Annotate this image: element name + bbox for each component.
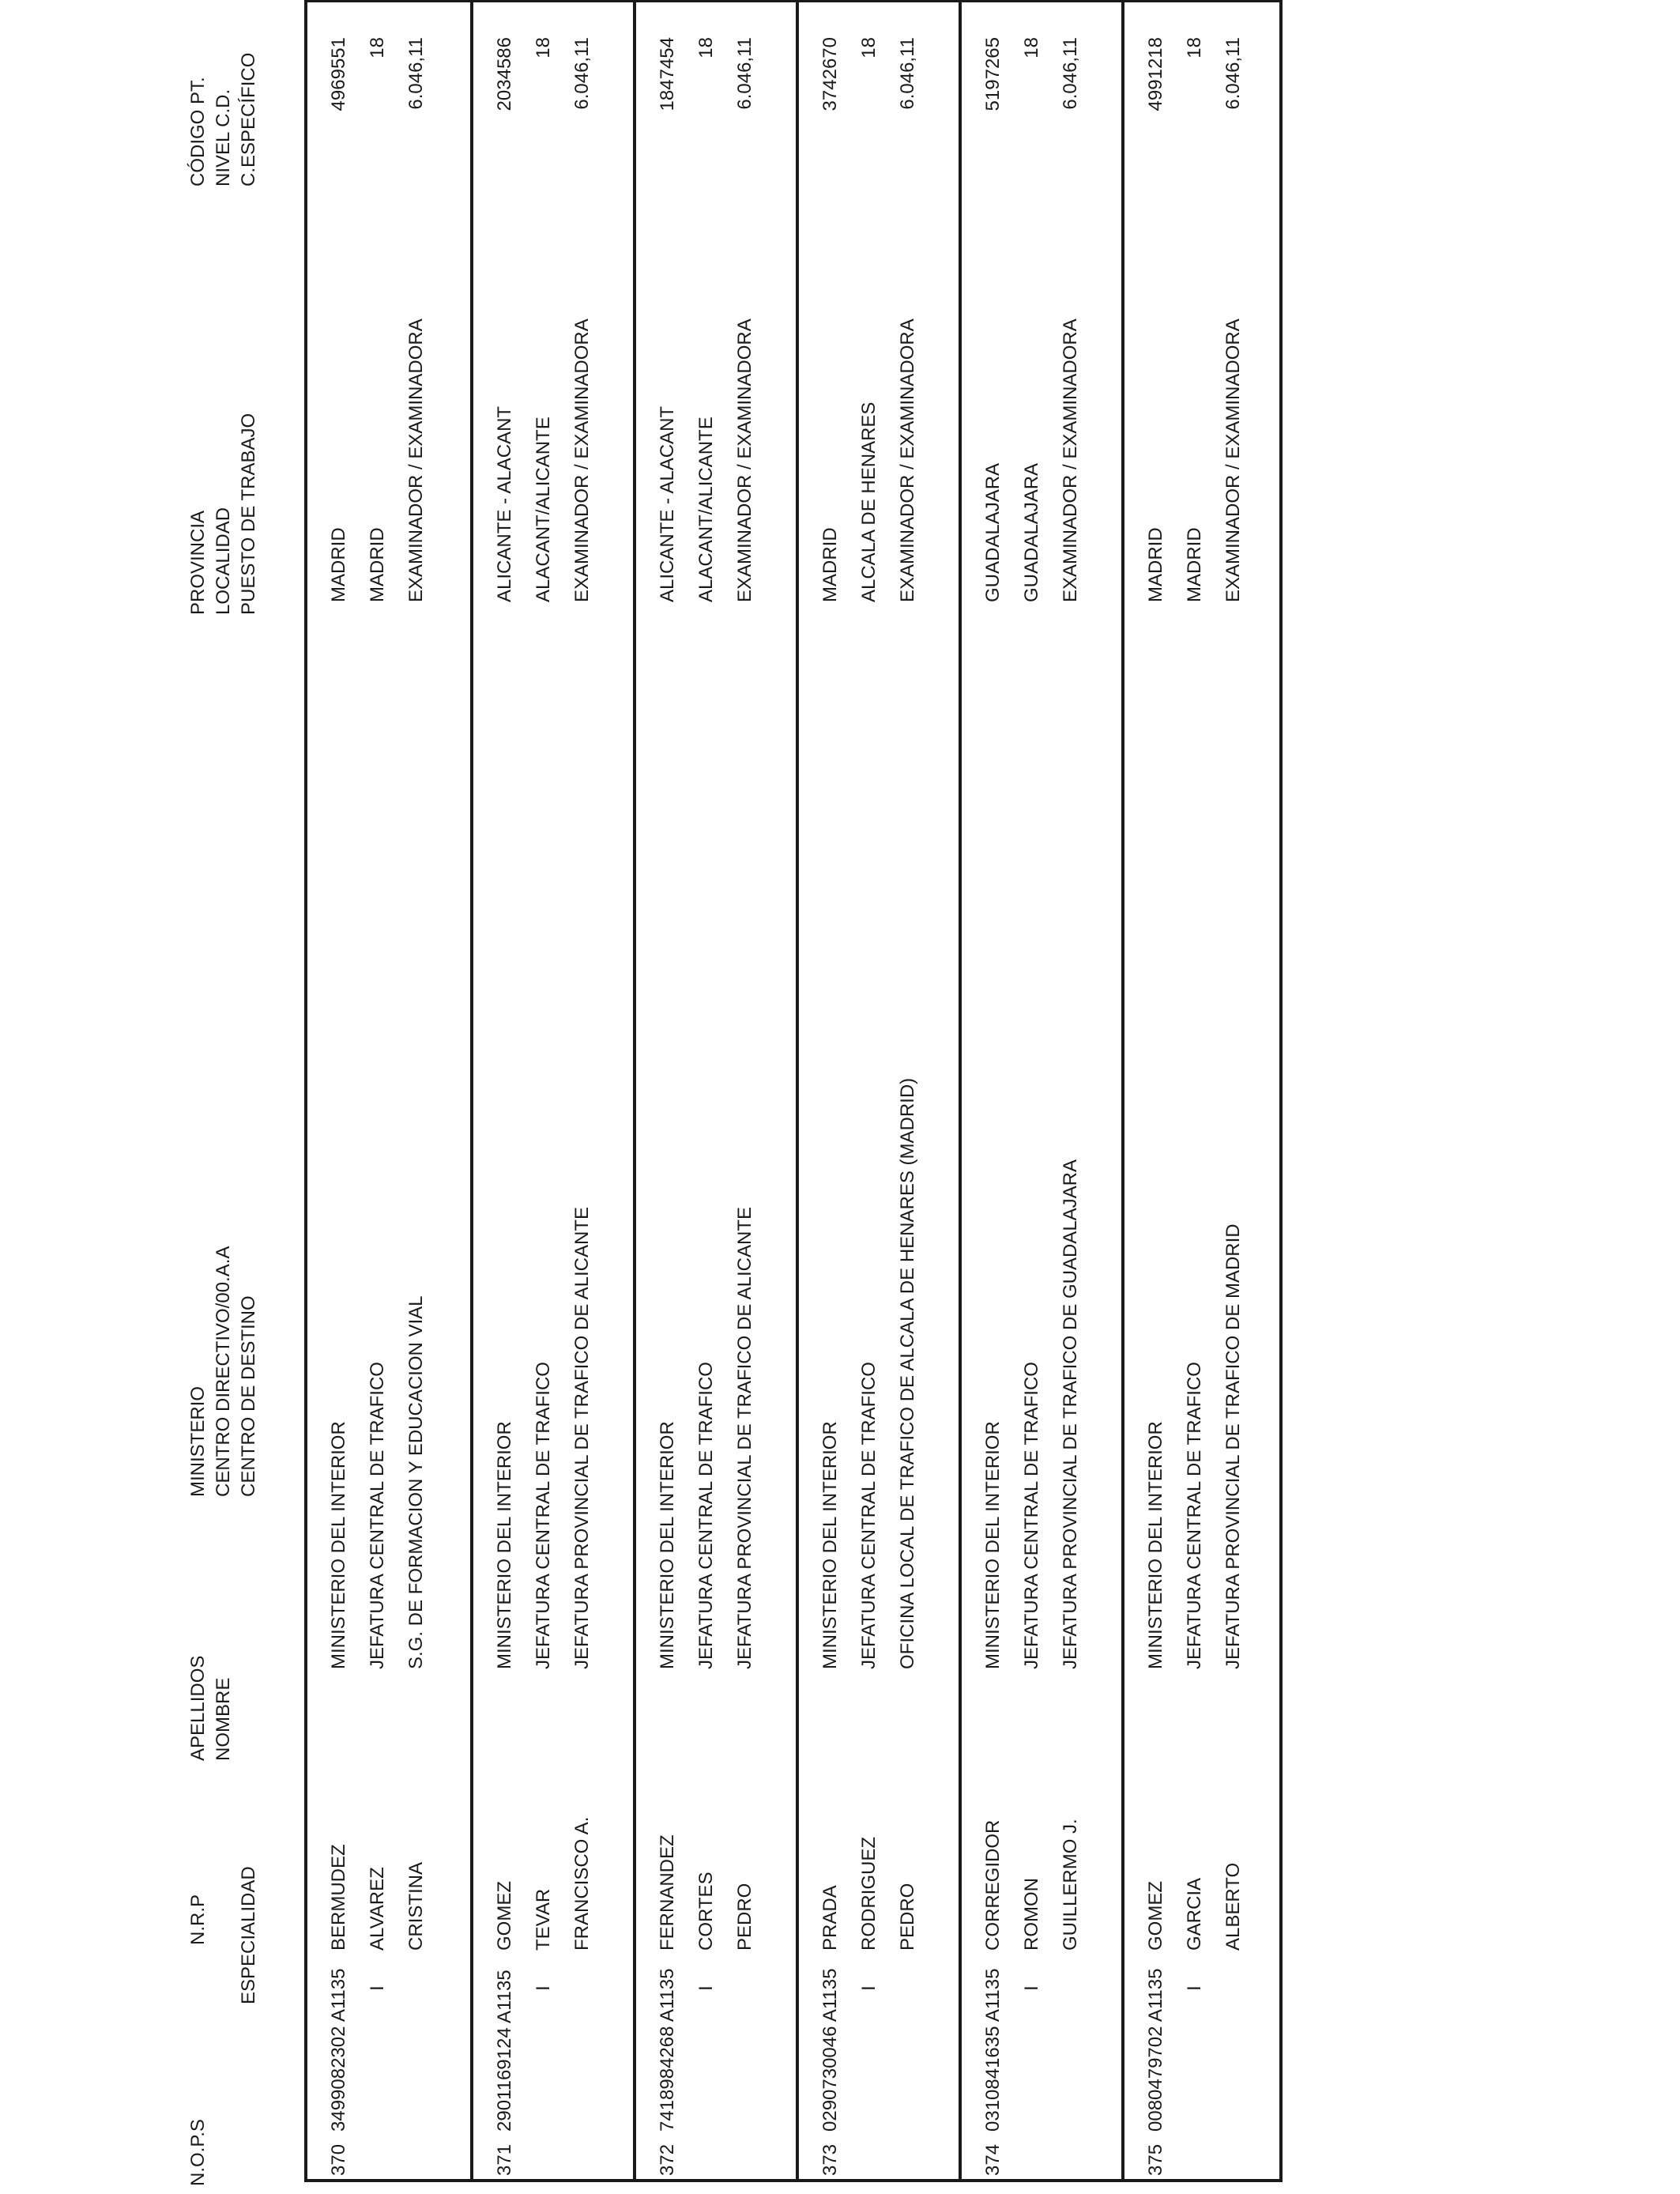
cell-centro-destino: JEFATURA PROVINCIAL DE TRAFICO DE MADRID: [1222, 1223, 1244, 1669]
cell-provincia: MADRID: [819, 527, 841, 602]
cell-apellido1: BERMUDEZ: [328, 1844, 349, 1951]
cell-especifico: 6.046,11: [897, 37, 918, 110]
cell-apellido2: TEVAR: [533, 1888, 554, 1951]
cell-especifico: 6.046,11: [571, 37, 593, 110]
cell-provincia: MADRID: [328, 527, 349, 602]
header-provincia-block: [186, 413, 262, 615]
cell-puesto: EXAMINADOR / EXAMINADORA: [734, 319, 755, 602]
cell-provincia: GUADALAJARA: [982, 462, 1004, 602]
cell-centro-directivo: JEFATURA CENTRAL DE TRAFICO: [1021, 1362, 1042, 1669]
cell-ministerio: MINISTERIO DEL INTERIOR: [657, 1421, 678, 1669]
header-apellidos-text: APELLIDOS: [187, 1655, 209, 1761]
cell-nops: 371: [494, 2143, 515, 2176]
cell-apellido1: CORREGIDOR: [982, 1819, 1004, 1951]
cell-especialidad: I: [695, 1985, 717, 1991]
cell-apellido2: CORTES: [695, 1872, 717, 1951]
cell-nops: 370: [328, 2143, 349, 2176]
header-nrp-block: [186, 1866, 262, 2004]
table-row: [1121, 2, 1284, 2179]
table-row: [959, 2, 1121, 2179]
cell-codigo: 3742670: [819, 37, 841, 111]
cell-nrp: 0290730046 A1135: [819, 1968, 841, 2132]
cell-nivel: 18: [1184, 37, 1205, 58]
cell-apellido1: GOMEZ: [494, 1881, 515, 1951]
cell-nops: 373: [819, 2143, 841, 2176]
cell-nombre: ALBERTO: [1222, 1862, 1244, 1951]
cell-especifico: 6.046,11: [405, 37, 427, 110]
cell-codigo: 1847454: [657, 37, 678, 111]
cell-codigo: 4969551: [328, 37, 349, 111]
cell-especialidad: I: [858, 1985, 880, 1991]
cell-nrp: 7418984268 A1135: [657, 1968, 678, 2132]
cell-centro-directivo: JEFATURA CENTRAL DE TRAFICO: [1184, 1362, 1205, 1669]
header-nops-label: [186, 2119, 211, 2186]
cell-puesto: EXAMINADOR / EXAMINADORA: [1060, 319, 1081, 602]
cell-nivel: 18: [1021, 37, 1042, 58]
cell-nivel: 18: [533, 37, 554, 58]
cell-localidad: ALACANT/ALICANTE: [695, 417, 717, 602]
header-nombre-text: NOMBRE: [213, 1677, 234, 1761]
header-ministerio-text: MINISTERIO: [187, 1385, 209, 1497]
header-nops-text: N.O.P.S: [187, 2119, 209, 2186]
cell-centro-destino: JEFATURA PROVINCIAL DE TRAFICO DE GUADALAJARA: [1060, 1159, 1081, 1669]
cell-nombre: GUILLERMO J.: [1060, 1819, 1081, 1951]
cell-especialidad: I: [367, 1985, 388, 1991]
cell-especifico: 6.046,11: [1222, 37, 1244, 110]
cell-apellido2: ALVAREZ: [367, 1867, 388, 1951]
table-row: [633, 2, 796, 2179]
table-row: [470, 2, 633, 2179]
cell-provincia: ALICANTE - ALACANT: [657, 405, 678, 602]
cell-centro-directivo: JEFATURA CENTRAL DE TRAFICO: [533, 1362, 554, 1669]
header-localidad-text: LOCALIDAD: [213, 507, 234, 615]
cell-especialidad: I: [533, 1985, 554, 1991]
cell-especifico: 6.046,11: [1060, 37, 1081, 110]
cell-localidad: ALCALA DE HENARES: [858, 401, 880, 602]
header-centro-destino-text: CENTRO DE DESTINO: [238, 1295, 259, 1497]
cell-ministerio: MINISTERIO DEL INTERIOR: [328, 1421, 349, 1669]
cell-especialidad: I: [1184, 1985, 1205, 1991]
header-codigo-block: [186, 53, 262, 187]
header-centro-directivo-text: CENTRO DIRECTIVO/00.A.A: [213, 1246, 234, 1497]
cell-ministerio: MINISTERIO DEL INTERIOR: [1145, 1421, 1166, 1669]
cell-nombre: PEDRO: [897, 1883, 918, 1951]
cell-nops: 374: [982, 2143, 1004, 2176]
cell-centro-destino: S.G. DE FORMACION Y EDUCACION VIAL: [405, 1295, 427, 1669]
cell-nombre: CRISTINA: [405, 1861, 427, 1951]
header-codigo-text: CÓDIGO PT.: [187, 77, 209, 187]
cell-centro-destino: JEFATURA PROVINCIAL DE TRAFICO DE ALICANTE: [734, 1206, 755, 1669]
cell-apellido2: ROMON: [1021, 1878, 1042, 1951]
cell-centro-directivo: JEFATURA CENTRAL DE TRAFICO: [858, 1362, 880, 1669]
cell-provincia: ALICANTE - ALACANT: [494, 405, 515, 602]
cell-nivel: 18: [858, 37, 880, 58]
cell-puesto: EXAMINADOR / EXAMINADORA: [405, 319, 427, 602]
cell-apellido1: GOMEZ: [1145, 1881, 1166, 1951]
header-apellidos-block: [186, 1656, 236, 1761]
header-especialidad-text: ESPECIALIDAD: [238, 1866, 259, 2004]
cell-puesto: EXAMINADOR / EXAMINADORA: [1222, 319, 1244, 602]
cell-centro-destino: OFICINA LOCAL DE TRAFICO DE ALCALA DE HENARES (MADRID): [897, 1077, 918, 1669]
table-row: [307, 2, 470, 2179]
cell-localidad: GUADALAJARA: [1021, 462, 1042, 602]
cell-apellido1: PRADA: [819, 1885, 841, 1951]
header-puesto-text: PUESTO DE TRABAJO: [238, 413, 259, 615]
header-nrp-text: N.R.P: [187, 1894, 209, 1945]
header-especifico-text: C.ESPECÍFICO: [238, 52, 259, 187]
cell-especifico: 6.046,11: [734, 37, 755, 110]
cell-puesto: EXAMINADOR / EXAMINADORA: [897, 319, 918, 602]
cell-nops: 372: [657, 2143, 678, 2176]
cell-localidad: MADRID: [1184, 527, 1205, 602]
cell-nivel: 18: [367, 37, 388, 58]
cell-nops: 375: [1145, 2143, 1166, 2176]
cell-nombre: PEDRO: [734, 1883, 755, 1951]
cell-centro-directivo: JEFATURA CENTRAL DE TRAFICO: [367, 1362, 388, 1669]
cell-codigo: 4991218: [1145, 37, 1166, 111]
cell-nrp: 3499082302 A1135: [328, 1968, 349, 2132]
cell-localidad: ALACANT/ALICANTE: [533, 417, 554, 602]
cell-nrp: 2901169124 A1135: [494, 1970, 515, 2132]
cell-nrp: 0310841635 A1135: [982, 1968, 1004, 2132]
cell-puesto: EXAMINADOR / EXAMINADORA: [571, 319, 593, 602]
cell-centro-directivo: JEFATURA CENTRAL DE TRAFICO: [695, 1362, 717, 1669]
cell-ministerio: MINISTERIO DEL INTERIOR: [982, 1421, 1004, 1669]
cell-apellido1: FERNANDEZ: [657, 1834, 678, 1951]
cell-especialidad: I: [1021, 1985, 1042, 1991]
table-row: [796, 2, 959, 2179]
header-provincia-text: PROVINCIA: [187, 510, 209, 615]
header-nivel-text: NIVEL C.D.: [213, 89, 234, 187]
cell-centro-destino: JEFATURA PROVINCIAL DE TRAFICO DE ALICANTE: [571, 1206, 593, 1669]
cell-nrp: 0080479702 A1135: [1145, 1968, 1166, 2132]
cell-provincia: MADRID: [1145, 527, 1166, 602]
cell-ministerio: MINISTERIO DEL INTERIOR: [494, 1421, 515, 1669]
cell-localidad: MADRID: [367, 527, 388, 602]
cell-ministerio: MINISTERIO DEL INTERIOR: [819, 1421, 841, 1669]
cell-nivel: 18: [695, 37, 717, 58]
cell-nombre: FRANCISCO A.: [571, 1816, 593, 1951]
cell-codigo: 2034586: [494, 37, 515, 111]
cell-apellido2: RODRIGUEZ: [858, 1837, 880, 1951]
cell-codigo: 5197265: [982, 37, 1004, 111]
cell-apellido2: GARCIA: [1184, 1877, 1205, 1951]
header-centro-block: [186, 1246, 262, 1497]
records-table: [304, 0, 1283, 2182]
